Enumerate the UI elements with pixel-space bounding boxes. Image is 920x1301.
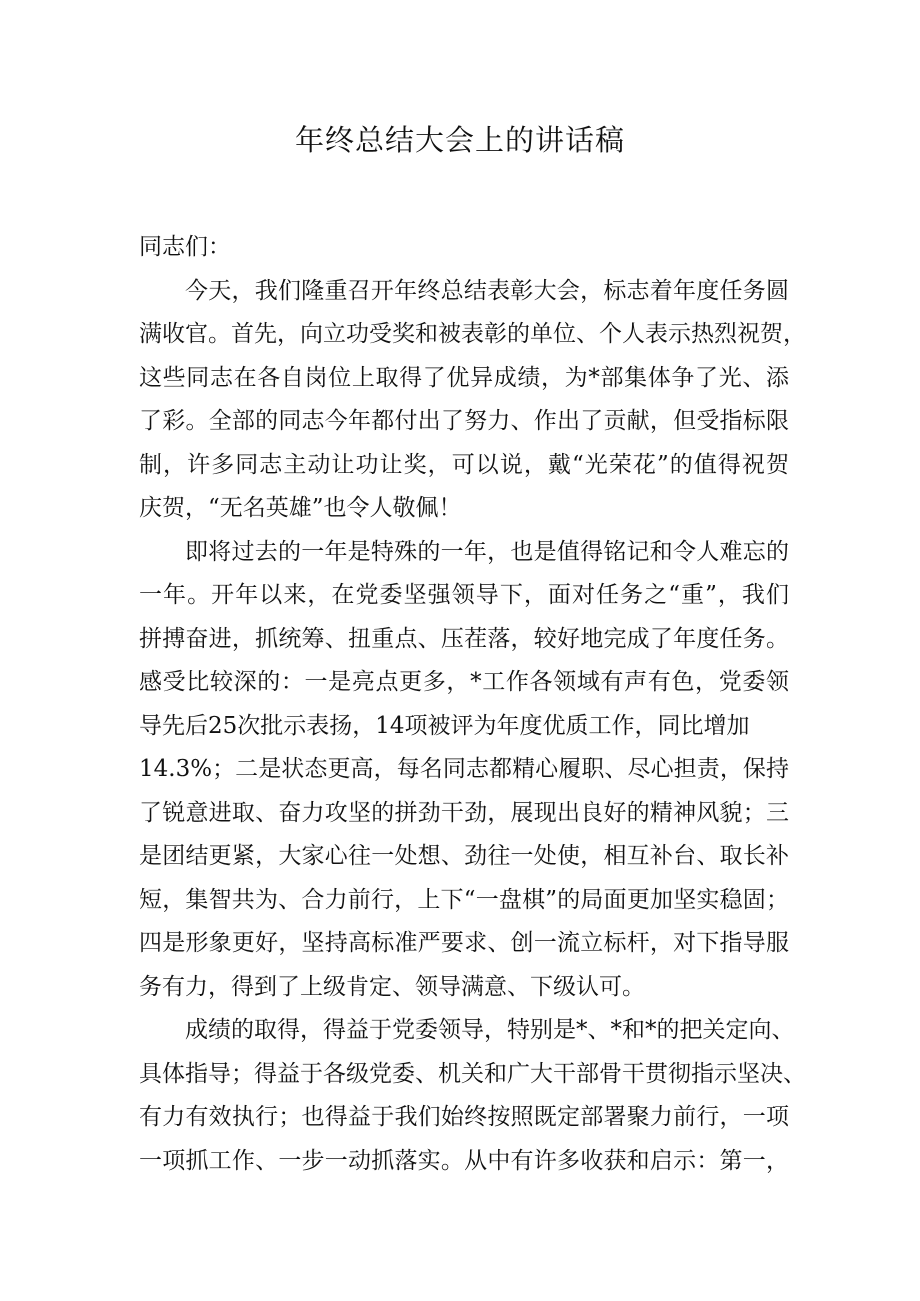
salutation: 同志们：: [139, 234, 231, 260]
paragraph-line: 了彩。全部的同志今年都付出了努力、作出了贡献，但受指标限: [139, 408, 789, 434]
paragraph-line: 务有力，得到了上级肯定、领导满意、下级认可。: [139, 973, 645, 1000]
paragraph-line: 是团结更紧，大家心往一处想、劲往一处使，相互补台、取长补: [139, 843, 789, 869]
paragraph-line: 一年。开年以来，在党委坚强领导下，面对任务之“重”，我们: [139, 582, 789, 608]
paragraph-line: 导先后25次批示表扬，14项被评为年度优质工作，同比增加: [139, 712, 750, 739]
paragraph-line: 满收官。首先，向立功受奖和被表彰的单位、个人表示热烈祝贺，: [139, 321, 806, 347]
paragraph-line: 短，集智共为、合力前行，上下“一盘棋”的局面更加坚实稳固；: [139, 886, 789, 913]
paragraph-line: 感受比较深的：一是亮点更多，*工作各领域有声有色，党委领: [139, 669, 789, 695]
paragraph-line: 今天，我们隆重召开年终总结表彰大会，标志着年度任务圆: [185, 277, 789, 304]
paragraph-line: 一项抓工作、一步一动抓落实。从中有许多收获和启示：第一，: [139, 1147, 789, 1174]
paragraph-line: 具体指导；得益于各级党委、机关和广大干部骨干贯彻指示坚决、: [139, 1060, 806, 1087]
paragraph-line: 了锐意进取、奋力攻坚的拼劲干劲，展现出良好的精神风貌；三: [139, 799, 789, 826]
document-title: 年终总结大会上的讲话稿: [294, 123, 625, 157]
paragraph-line: 有力有效执行；也得益于我们始终按照既定部署聚力前行，一项: [139, 1104, 789, 1130]
paragraph-line: 四是形象更好，坚持高标准严要求、创一流立标杆，对下指导服: [139, 930, 789, 956]
paragraph-line: 庆贺，“无名英雄”也令人敬佩！: [139, 495, 462, 521]
paragraph-line: 成绩的取得，得益于党委领导，特别是*、*和*的把关定向、: [185, 1017, 795, 1043]
paragraph-line: 即将过去的一年是特殊的一年，也是值得铭记和令人难忘的: [185, 538, 789, 565]
paragraph-line: 制，许多同志主动让功让奖，可以说，戴“光荣花”的值得祝贺: [139, 451, 789, 478]
paragraph-line: 14.3%；二是状态更高，每名同志都精心履职、尽心担责，保持: [139, 756, 789, 782]
document-body: [139, 226, 806, 1183]
paragraph-line: 拼搏奋进，抓统筹、扭重点、压茬落，较好地完成了年度任务。: [139, 625, 789, 652]
paragraph-line: 这些同志在各自岗位上取得了优异成绩，为*部集体争了光、添: [139, 364, 789, 391]
